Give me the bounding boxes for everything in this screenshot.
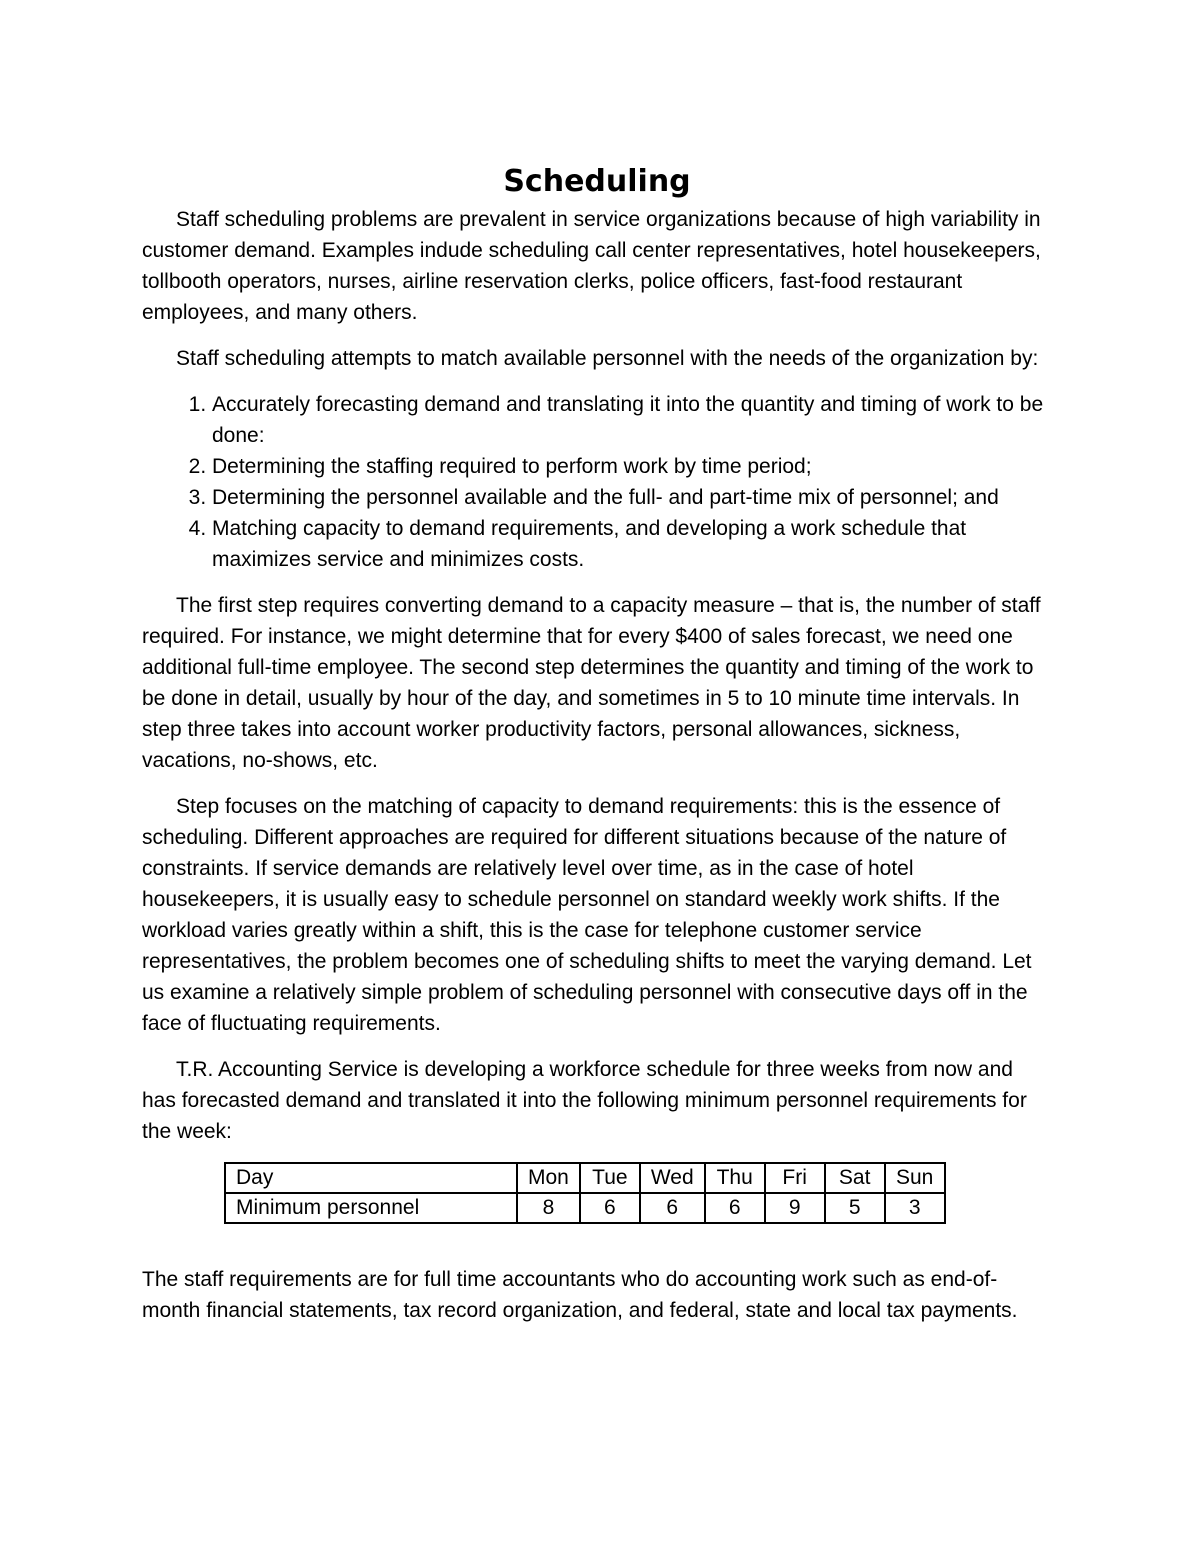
table-cell: 8 bbox=[517, 1193, 580, 1223]
page-title: Scheduling bbox=[503, 164, 691, 199]
table-header-cell: Wed bbox=[640, 1163, 705, 1193]
list-item: 2. Determining the staffing required to perform work by time period; bbox=[212, 451, 1052, 482]
paragraph-staff-scheduling: Staff scheduling attempts to match available personnel with the needs of the organization by: bbox=[176, 347, 1039, 370]
table-cell: 9 bbox=[765, 1193, 825, 1223]
table-header-cell: Tue bbox=[580, 1163, 640, 1193]
table-cell: 6 bbox=[640, 1193, 705, 1223]
paragraph-staff-requirements: The staff requirements are for full time accountants who do accounting work such as end-of-month financial statements, tax record organization, and federal, state and local tax payments. bbox=[142, 1268, 1018, 1322]
list-item: 3. Determining the personnel available and the full- and part-time mix of personnel; and bbox=[212, 482, 1052, 513]
steps-list bbox=[142, 389, 1052, 575]
table-row-label: Minimum personnel bbox=[225, 1193, 517, 1223]
table-header-cell: Sun bbox=[885, 1163, 945, 1193]
paragraph-matching-capacity: Step focuses on the matching of capacity to demand requirements: this is the essence of scheduling. Different approaches are required for different situations because of the nature of constraints. If service demands are relatively level over time, as in the case of hotel housekeepers, it is usually easy to schedule personnel on standard weekly work shifts. If the workload varies greatly within a shift, this is the case for telephone customer service representatives, the problem becomes one of scheduling shifts to meet the varying demand. Let us examine a relatively simple problem of scheduling personnel with consecutive days off in the face of fluctuating requirements. bbox=[142, 795, 1032, 1035]
document-page bbox=[142, 160, 1052, 1341]
list-item: 1. Accurately forecasting demand and translating it into the quantity and timing of work to be done: bbox=[212, 389, 1052, 451]
table-header-day: Day bbox=[225, 1163, 517, 1193]
paragraph-intro: Staff scheduling problems are prevalent in service organizations because of high variability in customer demand. Examples indude scheduling call center representatives, hotel housekeepers, tollbooth operators, nurses, airline reservation clerks, police officers, fast-food restaurant employees, and many others. bbox=[142, 208, 1041, 324]
table-header-cell: Sat bbox=[825, 1163, 885, 1193]
table-cell: 6 bbox=[580, 1193, 640, 1223]
table-header-cell: Mon bbox=[517, 1163, 580, 1193]
table-cell: 3 bbox=[885, 1193, 945, 1223]
list-item: 4. Matching capacity to demand requirements, and developing a work schedule that maximizes service and minimizes costs. bbox=[212, 513, 1052, 575]
paragraph-tr-accounting: T.R. Accounting Service is developing a workforce schedule for three weeks from now and has forecasted demand and translated it into the following minimum personnel requirements for the week: bbox=[142, 1058, 1027, 1143]
table-row bbox=[225, 1193, 945, 1223]
table-header-cell: Thu bbox=[705, 1163, 765, 1193]
table-header-cell: Fri bbox=[765, 1163, 825, 1193]
table-cell: 6 bbox=[705, 1193, 765, 1223]
requirements-table bbox=[224, 1162, 946, 1224]
paragraph-first-step: The first step requires converting demand to a capacity measure – that is, the number of staff required. For instance, we might determine that for every $400 of sales forecast, we need one additional full-time employee. The second step determines the quantity and timing of the work to be done in detail, usually by hour of the day, and sometimes in 5 to 10 minute time intervals. In step three takes into account worker productivity factors, personal allowances, sickness, vacations, no-shows, etc. bbox=[142, 594, 1041, 772]
table-header-row bbox=[225, 1163, 945, 1193]
table-cell: 5 bbox=[825, 1193, 885, 1223]
